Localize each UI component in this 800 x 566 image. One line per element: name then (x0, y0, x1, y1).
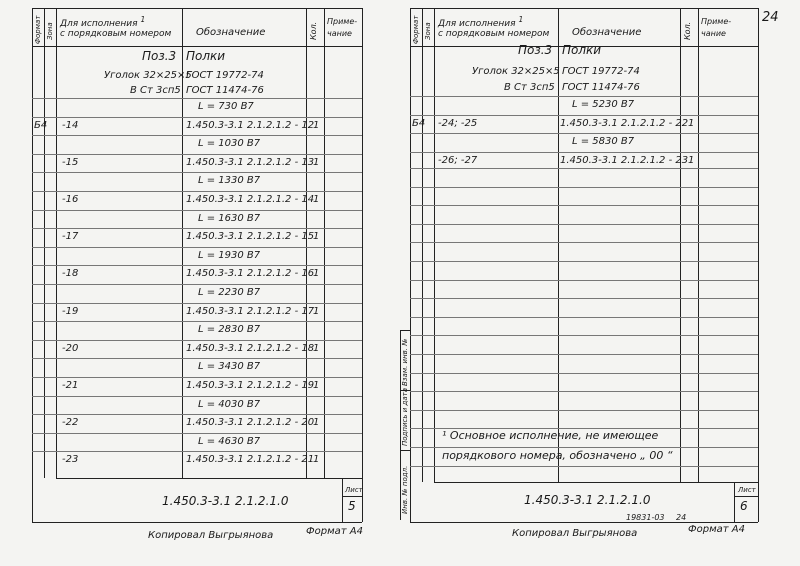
table-row (32, 284, 362, 302)
row-divider (32, 321, 362, 322)
table-row (32, 358, 362, 376)
header-line (32, 46, 362, 47)
frame-line (410, 8, 758, 9)
header-note-line1: Приме- (327, 17, 358, 26)
archive-sheet: 24 (676, 513, 687, 522)
cell-format: Б4 (34, 119, 48, 131)
row-divider (410, 133, 758, 134)
frame-line (410, 522, 758, 523)
cell-qty: 1 (688, 117, 695, 129)
title-block-line (342, 478, 343, 522)
table-row (32, 172, 362, 190)
spec-table-left (32, 98, 362, 470)
group-title: Поз.3 (142, 49, 177, 63)
header-variant-line1: Для исполнения $^1$ (438, 15, 524, 29)
row-divider (32, 210, 362, 211)
cell-designation: L = 2230 В7 (198, 287, 261, 298)
row-divider (410, 391, 758, 392)
row-divider (32, 340, 362, 341)
cell-designation: L = 1030 В7 (198, 138, 261, 150)
sheet-number: 5 (348, 499, 356, 513)
cell-designation: 1.450.3-3.1 2.1.2.1.2 - 21 (186, 454, 315, 466)
table-row (32, 396, 362, 414)
cell-variant: -20 (62, 342, 79, 354)
cell-designation: L = 1330 В7 (198, 175, 261, 187)
cell-qty: 1 (313, 417, 320, 429)
row-divider (32, 284, 362, 285)
row-divider (32, 98, 362, 99)
right-sheet (400, 0, 800, 566)
material-steel: В Ст 3сп5 (504, 82, 555, 93)
cell-variant: -26; -27 (438, 154, 478, 166)
row-divider (32, 228, 362, 229)
table-row (32, 321, 362, 339)
header-zone: Зона (46, 22, 54, 40)
header-note-line2: чание (701, 29, 726, 38)
document-code: 1.450.3-3.1 2.1.2.1.0 (524, 493, 651, 507)
row-divider (410, 187, 758, 188)
table-row (410, 133, 758, 151)
cell-designation: L = 2830 В7 (198, 324, 261, 336)
row-divider (32, 172, 362, 173)
paper-format: Формат А4 (306, 526, 363, 537)
row-divider (32, 451, 362, 452)
row-divider (32, 117, 362, 118)
row-divider (410, 298, 758, 299)
row-divider (410, 96, 758, 97)
header-zone: Зона (424, 22, 432, 40)
title-block-line (734, 496, 758, 497)
cell-qty: 1 (313, 231, 320, 243)
frame-line (32, 522, 362, 523)
row-divider (410, 317, 758, 318)
row-divider (32, 414, 362, 415)
cell-qty: 1 (313, 342, 320, 354)
row-divider (410, 261, 758, 262)
row-divider (32, 396, 362, 397)
spec-table-right (410, 96, 758, 168)
cell-designation: L = 4030 В7 (198, 398, 261, 410)
header-designation: Обозначение (572, 27, 642, 38)
row-divider (410, 152, 758, 153)
table-row (32, 117, 362, 135)
row-divider (410, 410, 758, 411)
row-divider (32, 433, 362, 434)
material-profile: Уголок 32×25×5 (472, 66, 560, 77)
cell-designation: 1.450.3-3.1 2.1.2.1.2 - 20 (186, 417, 315, 429)
row-divider (410, 205, 758, 206)
row-divider (410, 354, 758, 355)
row-divider (410, 447, 758, 448)
cell-qty: 1 (313, 305, 320, 317)
cell-designation: L = 1930 В7 (198, 249, 261, 261)
table-row (32, 154, 362, 172)
row-divider (32, 135, 362, 136)
table-row (32, 247, 362, 265)
material-profile-standard: ГОСТ 19772-74 (562, 66, 640, 77)
sheet-corner-number: 24 (762, 10, 779, 25)
cell-variant: -24; -25 (438, 117, 478, 129)
material-steel-standard: ГОСТ 11474-76 (562, 82, 640, 93)
cell-designation: 1.450.3-3.1 2.1.2.1.2 - 14 (186, 194, 315, 205)
table-row (32, 303, 362, 321)
side-label-inventory: Инв. № подл. (401, 465, 409, 514)
material-profile-standard: ГОСТ 19772-74 (186, 70, 264, 81)
header-variant-line2: с порядковым номером (60, 29, 172, 39)
table-row (32, 228, 362, 246)
header-variant-line1: Для исполнения $^1$ (60, 15, 146, 29)
row-divider (32, 154, 362, 155)
frame-line (32, 8, 362, 9)
title-block-line (342, 496, 362, 497)
header-variant-line2: с порядковым номером (438, 29, 550, 39)
header-format: Формат (34, 15, 42, 44)
header-note-line1: Приме- (701, 17, 732, 26)
material-steel: В Ст 3сп5 (130, 85, 181, 96)
cell-designation: L = 1630 В7 (198, 212, 261, 224)
sheet-label: Лист (345, 486, 363, 494)
side-strip-line (400, 450, 410, 451)
archive-number: 19831-03 (626, 513, 665, 522)
cell-variant: -16 (62, 194, 79, 205)
material-profile: Уголок 32×25×5 (104, 70, 192, 81)
material-steel-standard: ГОСТ 11474-76 (186, 85, 264, 96)
document-code: 1.450.3-3.1 2.1.2.1.0 (162, 494, 289, 508)
header-designation: Обозначение (196, 27, 266, 38)
cell-designation: L = 5230 В7 (572, 99, 635, 110)
row-divider (410, 335, 758, 336)
title-block-line (434, 482, 758, 483)
row-divider (410, 115, 758, 116)
group-name: Полки (562, 43, 602, 57)
copied-by: Копировал Выгрыянова (148, 530, 274, 541)
header-qty: Кол. (683, 21, 692, 40)
sheet-label: Лист (738, 486, 756, 494)
cell-designation: 1.450.3-3.1 2.1.2.1.2 - 23 (560, 154, 689, 166)
cell-variant: -15 (62, 156, 79, 168)
title-block-line (56, 478, 362, 479)
table-row (32, 135, 362, 153)
paper-format: Формат А4 (688, 524, 745, 535)
table-row (32, 340, 362, 358)
cell-designation: 1.450.3-3.1 2.1.2.1.2 - 16 (186, 268, 315, 280)
table-row (410, 96, 758, 114)
footnote-line1: ¹ Основное исполнение, не имеющее (442, 429, 659, 442)
cell-designation: L = 4630 В7 (198, 435, 261, 447)
table-row (32, 451, 362, 469)
cell-designation: 1.450.3-3.1 2.1.2.1.2 - 22 (560, 117, 689, 129)
header-note-line2: чание (327, 29, 352, 38)
group-name: Полки (186, 49, 226, 63)
cell-designation: 1.450.3-3.1 2.1.2.1.2 - 12 (186, 119, 315, 131)
cell-variant: -14 (62, 119, 79, 131)
cell-variant: -17 (62, 231, 79, 243)
side-label-replaced: Взам. инв. № (401, 338, 409, 386)
row-divider (32, 303, 362, 304)
cell-designation: L = 3430 В7 (198, 361, 261, 373)
cell-qty: 1 (313, 268, 320, 280)
row-divider (32, 191, 362, 192)
row-divider (32, 358, 362, 359)
cell-qty: 1 (688, 154, 695, 166)
footnote-line2: порядкового номера, обозначено „ 00 “ (442, 449, 673, 462)
group-title: Поз.3 (518, 43, 553, 57)
side-label-signature: Подпись и дата (401, 388, 409, 446)
table-row (32, 414, 362, 432)
title-block-line (734, 482, 735, 522)
row-divider (410, 168, 758, 169)
row-divider (410, 280, 758, 281)
cell-designation: L = 730 В7 (198, 101, 254, 112)
row-divider (410, 373, 758, 374)
cell-qty: 1 (313, 119, 320, 131)
cell-designation: 1.450.3-3.1 2.1.2.1.2 - 18 (186, 342, 315, 354)
cell-designation: 1.450.3-3.1 2.1.2.1.2 - 19 (186, 380, 315, 391)
cell-designation: 1.450.3-3.1 2.1.2.1.2 - 15 (186, 231, 315, 243)
cell-qty: 1 (313, 380, 320, 391)
copied-by: Копировал Выгрыянова (512, 528, 638, 539)
row-divider (32, 247, 362, 248)
table-row (32, 210, 362, 228)
table-row (32, 98, 362, 116)
table-row (32, 265, 362, 283)
row-divider (32, 377, 362, 378)
cell-variant: -19 (62, 305, 79, 317)
row-divider (32, 265, 362, 266)
cell-variant: -22 (62, 417, 79, 429)
frame-line (362, 8, 363, 522)
header-qty: Кол. (309, 21, 318, 40)
frame-line (758, 8, 759, 522)
table-row (32, 191, 362, 209)
cell-variant: -21 (62, 380, 79, 391)
cell-format: Б4 (412, 117, 426, 129)
row-divider (410, 224, 758, 225)
table-row (410, 115, 758, 133)
cell-qty: 1 (313, 156, 320, 168)
sheet-number: 6 (740, 499, 748, 513)
cell-qty: 1 (313, 194, 320, 205)
header-format: Формат (412, 15, 420, 44)
cell-designation: 1.450.3-3.1 2.1.2.1.2 - 17 (186, 305, 315, 317)
row-divider (410, 242, 758, 243)
side-strip-line (400, 330, 410, 331)
cell-variant: -18 (62, 268, 79, 280)
table-row (32, 377, 362, 395)
cell-qty: 1 (313, 454, 320, 466)
cell-designation: 1.450.3-3.1 2.1.2.1.2 - 13 (186, 156, 315, 168)
cell-variant: -23 (62, 454, 79, 466)
row-divider (410, 466, 758, 467)
cell-designation: L = 5830 В7 (572, 136, 635, 148)
table-row (32, 433, 362, 451)
